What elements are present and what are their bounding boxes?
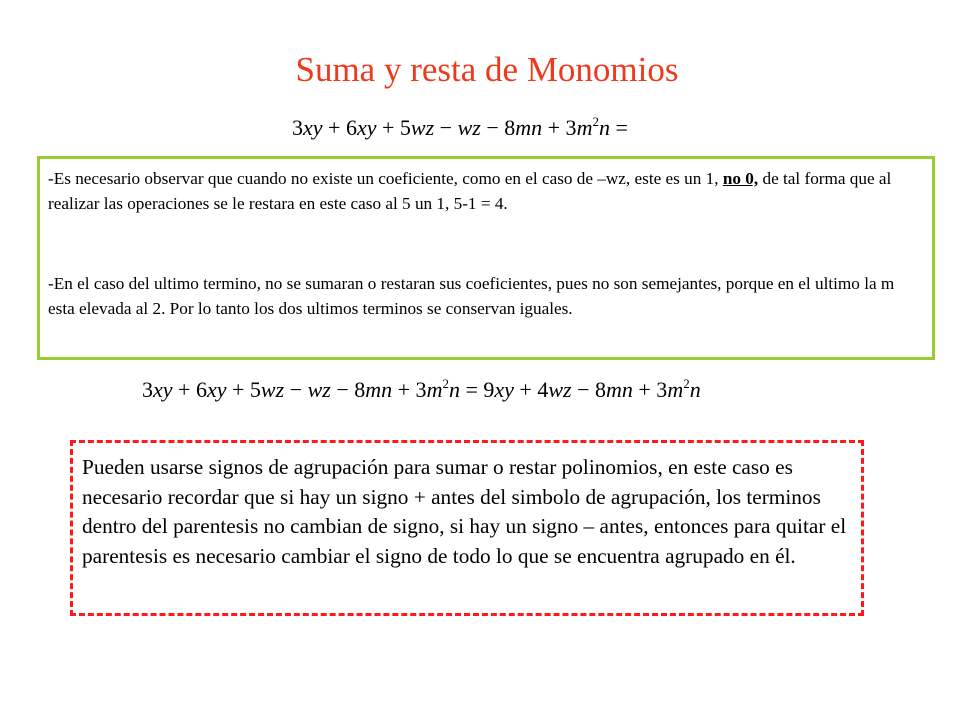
note-text-start: -Es necesario observar que cuando no existe un coeficiente, como en el caso de –wz, este es un 1, <box>48 169 723 188</box>
note-paragraph-coefficient <box>48 167 923 216</box>
equation-monomials: 3xy + 6xy + 5wz − wz − $8mn + 3m^2n$ = <box>292 114 628 140</box>
grouping-signs-box <box>70 440 864 616</box>
equation-result: 3xy + 6xy + 5wz − wz − $8mn + 3m^2n = 9xy + 4wz - 8mn + 3m^2n$ <box>142 376 701 402</box>
note-emphasis: no 0, <box>722 169 759 188</box>
note-text-end: de tal forma que al realizar las operaciones se le restara en este caso al 5 un 1, 5-1 = 4. <box>48 169 892 213</box>
note-paragraph-last-term: -En el caso del ultimo termino, no se sumaran o restaran sus coeficientes, pues no son semejantes, porque en el ultimo la m esta elevada al 2. Por lo tanto los dos ultimos terminos se conservan iguales. <box>48 274 895 318</box>
note-box <box>37 156 935 360</box>
grouping-signs-text: Pueden usarse signos de agrupación para sumar o restar polinomios, en este caso es necesario recordar que si hay un signo + antes del simbolo de agrupación, los terminos dentro del parentesis no cambian de signo, si hay un signo – antes, entonces para quitar el parentesis es necesario cambiar el signo de todo lo que se encuentra agrupado en él. <box>82 455 847 568</box>
slide-title: Suma y resta de Monomios <box>295 50 679 89</box>
